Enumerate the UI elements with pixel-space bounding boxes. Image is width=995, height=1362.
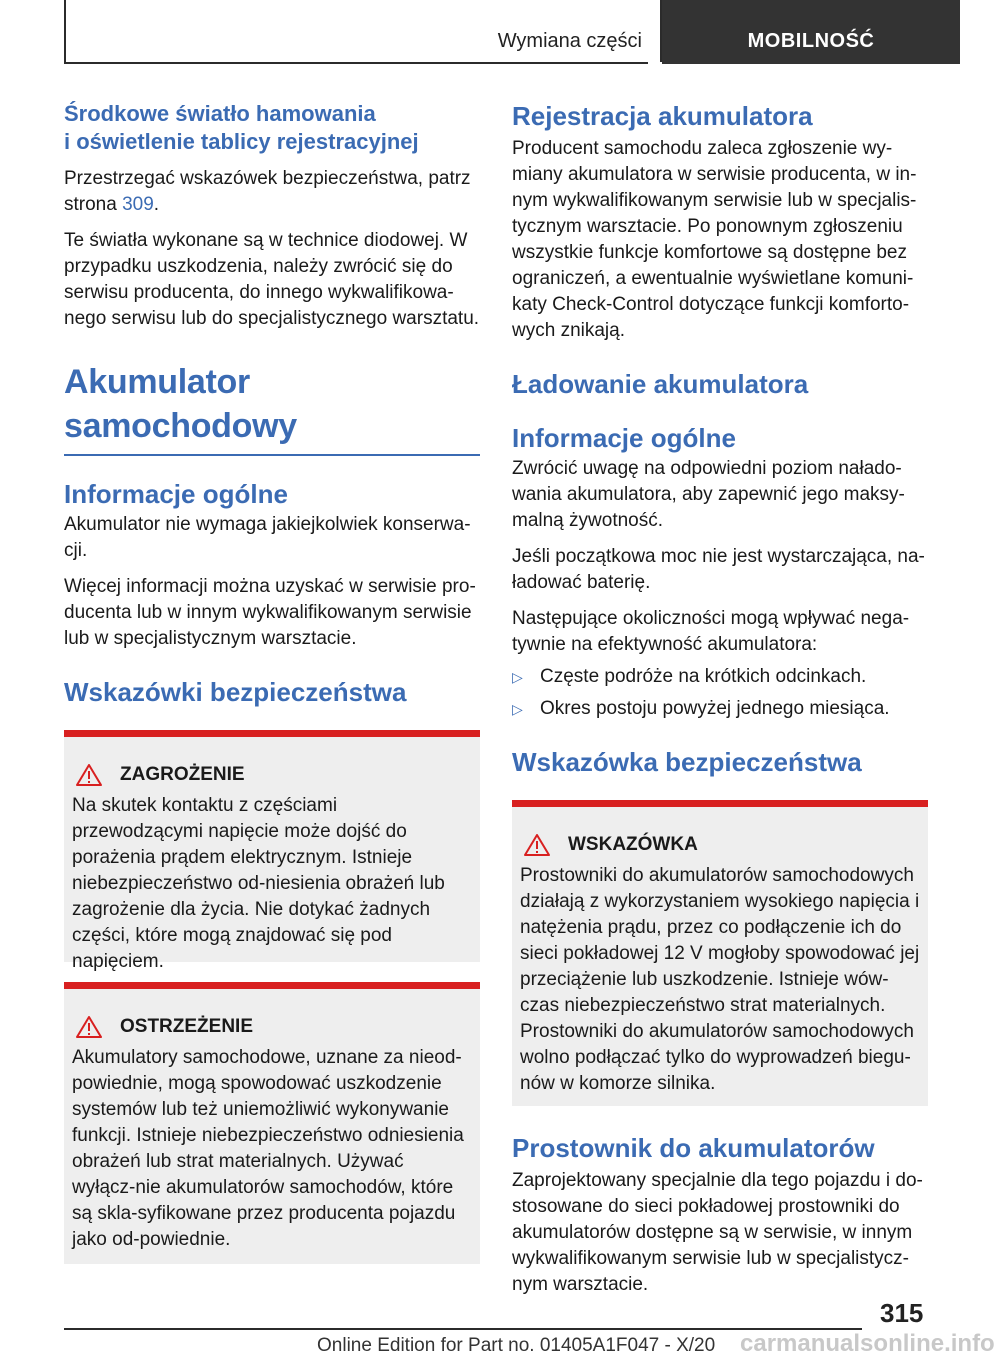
warning-triangle-icon bbox=[76, 1016, 102, 1038]
chapter-tab: MOBILNOŚĆ bbox=[662, 0, 960, 64]
charging-safety-heading: Wskazówka bezpieczeństwa bbox=[512, 747, 862, 777]
charging-info-paragraph-2: Jeśli początkowa moc nie jest wystarczająca, na-ładować baterię. bbox=[512, 546, 925, 593]
danger-box bbox=[64, 730, 480, 972]
charger-heading: Prostownik do akumulatorów bbox=[512, 1133, 875, 1163]
page-number: 315 bbox=[880, 1298, 924, 1328]
warning-label: OSTRZEŻENIE bbox=[120, 1016, 254, 1037]
notice-text: Prostowniki do akumulatorów samochodowych działają z wykorzystaniem wysokiego napięcia i natężenia prądu, przez co podłączenie ich do sieci pokładowej 12 V mogłoby spowodować jej przeciążenie lub uszkodzenie. Istnieje wów-czas niebezpieczeństwo strat materialnych. Prostowniki do akumulatorów samochodowych wolno podłączać tylko do wyprowadzeń biegu-nów w komorze silnika. bbox=[520, 865, 920, 1094]
footer-edition: Online Edition for Part no. 01405A1F047 - X/20 bbox=[317, 1335, 716, 1356]
danger-header bbox=[76, 763, 472, 787]
general-info-paragraph-2: Więcej informacji można uzyskać w serwisie pro-ducenta lub w innym wykwalifikowanym serwisie lub w specjalistycznym warsztacie. bbox=[64, 576, 476, 649]
danger-text: Na skutek kontaktu z częściami przewodzącymi napięcie może dojść do porażenia prądem elektrycznym. Istnieje niebezpieczeństwo od-niesienia obrażeń lub zagrożenie dla życia. Nie dotykać żadnych części, które mogą znajdować się pod napięciem. bbox=[72, 795, 445, 972]
registration-paragraph: Producent samochodu zaleca zgłoszenie wy-miany akumulatora w serwisie producenta, w in-nym wykwalifikowanym serwisie lub w specjalis-tycznym warsztacie. Po ponownym zgłoszeniu wszystkie funkcje komfortowe są dostępne bez ograniczeń, a ewentualnie wyświetlane komuni-katy Check-Control dotyczące funkcji komforto-wych znikają. bbox=[512, 138, 917, 341]
brake-light-paragraph-2: Te światła wykonane są w technice diodowej. W przypadku uszkodzenia, należy zwrócić się do serwisu producenta, do innego wykwalifikowa-nego serwisu lub do specjalistycznego warsztatu. bbox=[64, 230, 480, 329]
chapter-heading: Akumulator samochodowy bbox=[64, 363, 297, 445]
page-link[interactable]: 309 bbox=[122, 194, 154, 215]
bullet-triangle-icon: ▷ bbox=[512, 701, 523, 717]
registration-heading: Rejestracja akumulatora bbox=[512, 101, 813, 131]
brake-light-heading bbox=[64, 100, 480, 156]
right-column bbox=[512, 100, 928, 1298]
list-item-text: Częste podróże na krótkich odcinkach. bbox=[540, 666, 867, 687]
warning-triangle-icon bbox=[76, 764, 102, 786]
notice-header bbox=[524, 833, 920, 857]
section-title: Wymiana części bbox=[497, 30, 642, 52]
chapter-heading-block bbox=[64, 360, 480, 456]
warning-header bbox=[76, 1015, 472, 1039]
general-info-heading: Informacje ogólne bbox=[64, 479, 288, 509]
notice-box bbox=[512, 800, 928, 1106]
brake-p1-end: . bbox=[153, 194, 160, 215]
warning-triangle-icon bbox=[524, 834, 550, 856]
brake-p1-page-label: strona bbox=[64, 194, 117, 215]
safety-heading: Wskazówki bezpieczeństwa bbox=[64, 677, 407, 707]
brake-light-heading-line2: i oświetlenie tablicy rejestracyjnej bbox=[64, 129, 419, 154]
left-column bbox=[64, 100, 480, 1264]
charger-paragraph: Zaprojektowany specjalnie dla tego pojazdu i do-stosowane do sieci pokładowej prostowniki do akumulatorów dostępne są w serwisie, w innym wykwalifikowanym serwisie lub w specjalistycz-nym warsztacie. bbox=[512, 1170, 923, 1295]
watermark-logo: carmanualsonline.info bbox=[740, 1330, 995, 1357]
charging-info-paragraph-3: Następujące okoliczności mogą wpływać nega-tywnie na efektywność akumulatora: bbox=[512, 608, 910, 655]
charging-info-paragraph-1: Zwrócić uwagę na odpowiedni poziom nałado-wania akumulatora, aby zapewnić jego maksy-malną żywotność. bbox=[512, 458, 905, 531]
warning-text: Akumulatory samochodowe, uznane za nieod-powiednie, mogą spowodować uszkodzenie systemów lub też uniemożliwić wykonywanie funkcji. Istnieje niebezpieczeństwo odniesienia obrażeń lub strat materialnych. Używać wyłącz-nie akumulatorów samochodów, które są skla-syfikowane przez producenta pojazdu jako od-powiednie. bbox=[72, 1047, 464, 1250]
warning-box bbox=[64, 982, 480, 1264]
danger-label: ZAGROŻENIE bbox=[120, 764, 245, 785]
brake-light-heading-line1: Środkowe światło hamowania bbox=[64, 101, 376, 126]
general-info-paragraph-1: Akumulator nie wymaga jakiejkolwiek konserwa-cji. bbox=[64, 514, 471, 561]
list-item bbox=[512, 664, 928, 690]
notice-label: WSKAZÓWKA bbox=[568, 834, 698, 855]
list-item-text: Okres postoju powyżej jednego miesiąca. bbox=[540, 698, 890, 719]
bullet-triangle-icon: ▷ bbox=[512, 669, 523, 685]
list-item bbox=[512, 696, 928, 722]
brake-p1-text: Przestrzegać wskazówek bezpieczeństwa, patrz bbox=[64, 168, 471, 189]
brake-light-paragraph-1 bbox=[64, 166, 480, 218]
charging-info-heading: Informacje ogólne bbox=[512, 423, 736, 453]
charging-heading: Ładowanie akumulatora bbox=[512, 369, 809, 399]
bullet-list bbox=[512, 664, 928, 722]
